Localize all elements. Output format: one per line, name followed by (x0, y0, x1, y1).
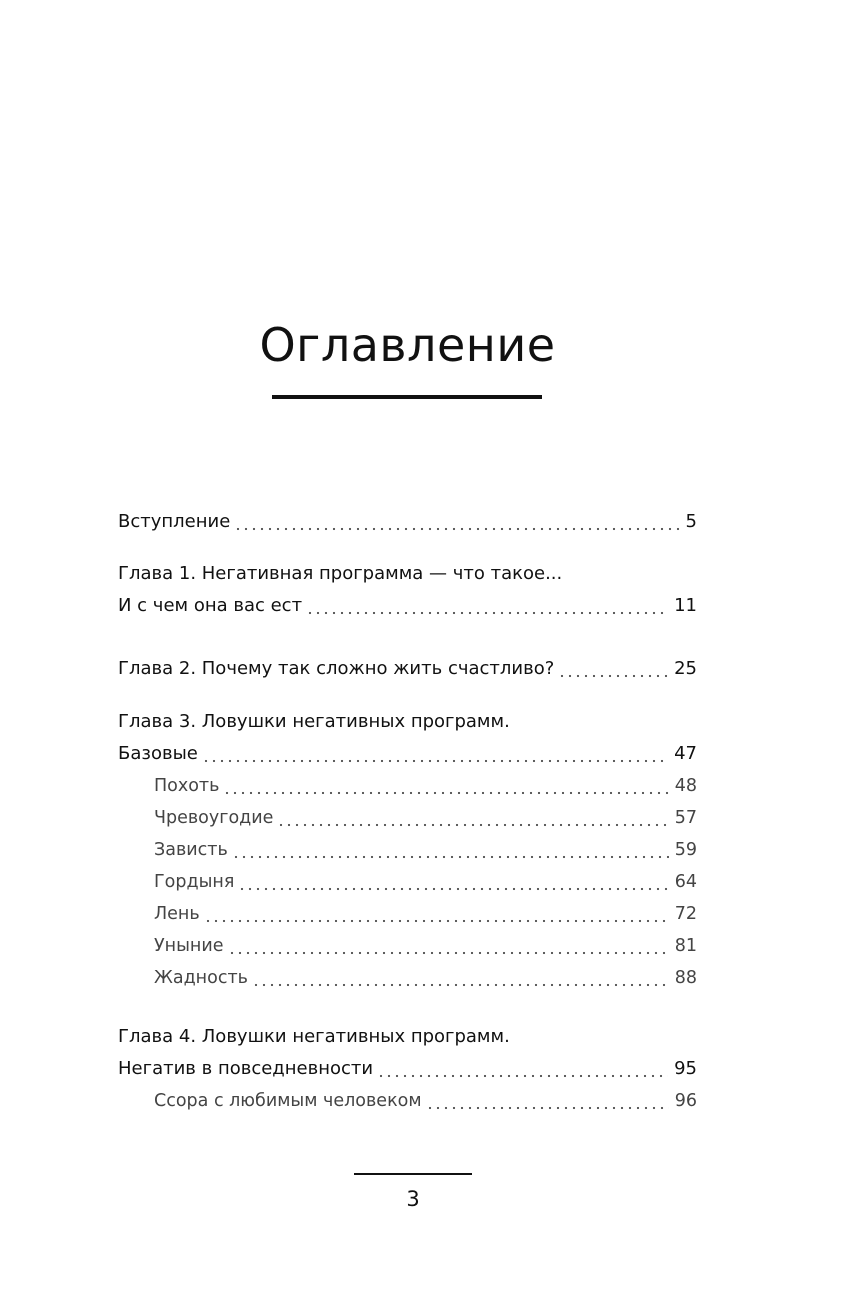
toc-label: Вступление (118, 511, 231, 532)
toc-subentry (154, 1089, 697, 1113)
dot-leader (377, 1057, 668, 1081)
toc-subentry (154, 806, 697, 830)
dot-leader (234, 510, 679, 534)
toc-label: Чревоугодие (154, 808, 274, 828)
dot-leader (202, 742, 668, 766)
toc-subentry (154, 902, 697, 926)
toc-chapter-title: Глава 4. Ловушки негативных программ. (118, 1026, 510, 1047)
toc-label: Гордыня (154, 872, 235, 892)
toc-page: 59 (674, 840, 697, 860)
dot-leader (252, 966, 669, 990)
toc-label: Лень (154, 904, 200, 924)
toc-entry (118, 742, 697, 766)
toc-label: Глава 2. Почему так сложно жить счастливо? (118, 658, 555, 679)
toc-label: Жадность (154, 968, 248, 988)
toc-page: 81 (674, 936, 697, 956)
toc-page: 47 (674, 743, 697, 764)
toc-subentry (154, 838, 697, 862)
toc-label: И с чем она вас ест (118, 595, 303, 616)
toc-entry (118, 1057, 697, 1081)
toc-label: Уныние (154, 936, 224, 956)
toc-label: Негатив в повседневности (118, 1058, 374, 1079)
toc-entry (118, 510, 697, 534)
toc-chapter-title: Глава 3. Ловушки негативных программ. (118, 711, 510, 732)
dot-leader (558, 657, 668, 681)
toc-chapter-title: Глава 1. Негативная программа — что такое... (118, 563, 563, 584)
toc-entry (118, 657, 697, 681)
toc-subentry (154, 934, 697, 958)
toc-label: Базовые (118, 743, 198, 764)
page-title: Оглавление (259, 318, 556, 372)
toc-page: 72 (674, 904, 697, 924)
footer-rule (354, 1173, 472, 1175)
toc-subentry (154, 966, 697, 990)
page-number: 3 (406, 1187, 420, 1211)
dot-leader (223, 774, 668, 798)
dot-leader (238, 870, 668, 894)
toc-entry (118, 594, 697, 618)
toc-page: 64 (674, 872, 697, 892)
toc-subentry (154, 870, 697, 894)
toc-page: 95 (674, 1058, 697, 1079)
toc-page: 5 (685, 511, 697, 532)
title-underline (272, 395, 542, 399)
toc-subentry (154, 774, 697, 798)
dot-leader (232, 838, 669, 862)
toc-label: Зависть (154, 840, 228, 860)
toc-page: 11 (674, 595, 697, 616)
dot-leader (228, 934, 669, 958)
toc-page: 88 (674, 968, 697, 988)
toc-page: 96 (674, 1091, 697, 1111)
toc-label: Похоть (154, 776, 220, 796)
dot-leader (306, 594, 668, 618)
toc-page: 25 (674, 658, 697, 679)
dot-leader (204, 902, 669, 926)
dot-leader (277, 806, 668, 830)
toc-page: 48 (674, 776, 697, 796)
toc-page: 57 (674, 808, 697, 828)
toc-label: Ссора с любимым человеком (154, 1091, 422, 1111)
dot-leader (426, 1089, 669, 1113)
